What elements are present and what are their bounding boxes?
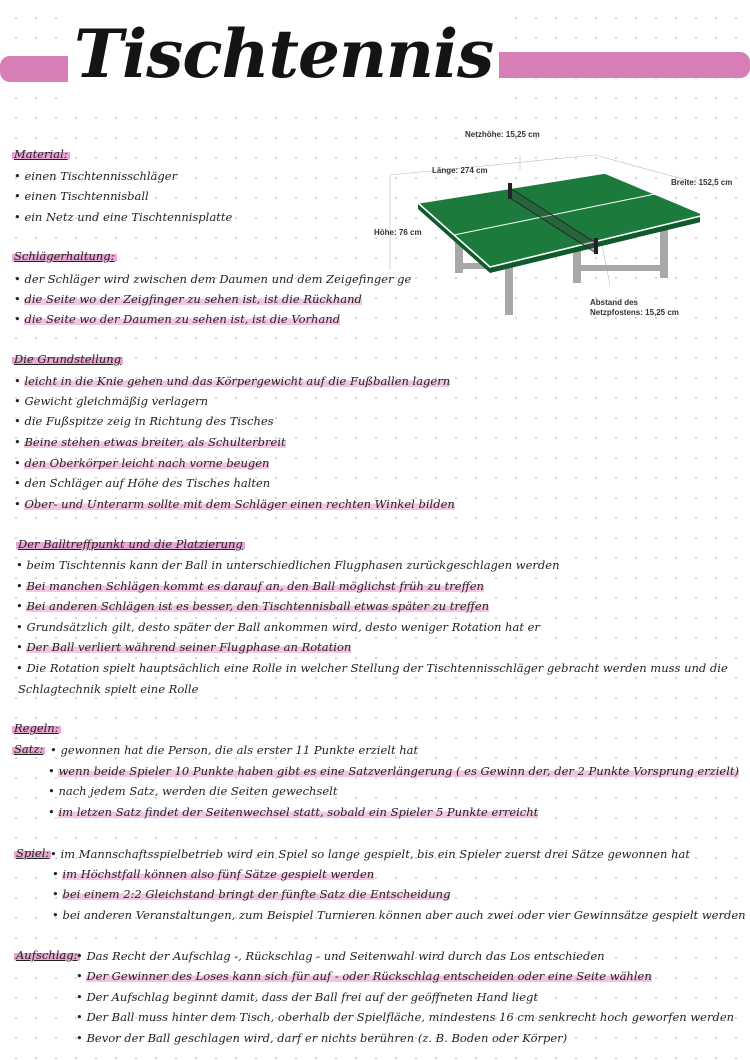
net-height-label: Netzhöhe: 15,25 cm xyxy=(465,130,540,139)
contact-item: • Bei manchen Schlägen kommt es darauf an, den Ball möglichst früh zu treffen xyxy=(16,578,484,594)
satz-item: • gewonnen hat die Person, die als erster 11 Punkte erzielt hat xyxy=(50,742,418,758)
width-label: Breite: 152,5 cm xyxy=(671,178,733,187)
page-title: Tischtennis xyxy=(68,4,499,104)
spiel-item: • bei einem 2:2 Gleichstand bringt der fünfte Satz die Entscheidung xyxy=(52,886,450,902)
contact-item: • Grundsätzlich gilt, desto später der Ball ankommen wird, desto weniger Rotation hat er xyxy=(16,619,540,635)
contact-item: • Der Ball verliert während seiner Flugphase an Rotation xyxy=(16,639,351,655)
material-heading: Material: xyxy=(14,147,68,161)
post-distance-label-2: Netzpfostens: 15,25 cm xyxy=(590,308,679,317)
satz-label: Satz: xyxy=(14,742,44,756)
aufschlag-item: • Das Recht der Aufschlag -, Rückschlag - und Seitenwahl wird durch das Los entschieden xyxy=(76,948,605,964)
stance-heading: Die Grundstellung xyxy=(14,352,122,366)
spiel-item: • bei anderen Veranstaltungen, zum Beispiel Turnieren können aber auch zwei oder vier Gewinnsätze gespielt werden xyxy=(52,907,746,923)
material-item: • einen Tischtennisschläger xyxy=(14,168,177,184)
satz-item: • wenn beide Spieler 10 Punkte haben gibt es eine Satzverlängerung ( es Gewinn der, der 2 Punkte Vorsprung erzielt) xyxy=(48,763,739,779)
post-distance-label-1: Abstand des xyxy=(590,298,639,307)
stance-item: • Ober- und Unterarm sollte mit dem Schläger einen rechten Winkel bilden xyxy=(14,496,455,512)
stance-item: • Gewicht gleichmäßig verlagern xyxy=(14,393,208,409)
contact-item: • Bei anderen Schlägen ist es besser, den Tischtennisball etwas später zu treffen xyxy=(16,598,489,614)
grip-heading: Schlägerhaltung: xyxy=(14,249,115,263)
contact-item: • Die Rotation spielt hauptsächlich eine Rolle in welcher Stellung der Tischtennisschläger gebracht werden muss und die xyxy=(16,660,728,676)
rules-heading: Regeln: xyxy=(14,721,59,735)
material-item: • ein Netz und eine Tischtennisplatte xyxy=(14,209,232,225)
height-label: Höhe: 76 cm xyxy=(374,228,422,237)
stance-item: • Beine stehen etwas breiter, als Schulterbreit xyxy=(14,434,286,450)
contact-heading: Der Balltreffpunkt und die Platzierung xyxy=(18,537,243,551)
contact-continuation: Schlagtechnik spielt eine Rolle xyxy=(18,682,199,696)
ping-pong-table-illustration xyxy=(370,125,700,325)
spiel-item: • im Höchstfall können also fünf Sätze gespielt werden xyxy=(52,866,374,882)
spiel-item: • im Mannschaftsspielbetrieb wird ein Spiel so lange gespielt, bis ein Spieler zuerst drei Sätze gewonnen hat xyxy=(50,846,690,862)
grip-item: • der Schläger wird zwischen dem Daumen und dem Zeigefinger ge xyxy=(14,271,411,287)
spiel-label: Spiel: xyxy=(16,846,50,860)
satz-item: • nach jedem Satz, werden die Seiten gewechselt xyxy=(48,783,337,799)
aufschlag-item: • Bevor der Ball geschlagen wird, darf er nichts berühren (z. B. Boden oder Körper) xyxy=(76,1030,567,1046)
grip-item: • die Seite wo der Daumen zu sehen ist, ist die Vorhand xyxy=(14,311,340,327)
stance-item: • den Schläger auf Höhe des Tisches halten xyxy=(14,475,270,491)
stance-item: • die Fußspitze zeig in Richtung des Tisches xyxy=(14,413,274,429)
satz-item: • im letzen Satz findet der Seitenwechsel statt, sobald ein Spieler 5 Punkte erreicht xyxy=(48,804,538,820)
contact-item: • beim Tischtennis kann der Ball in unterschiedlichen Flugphasen zurückgeschlagen werden xyxy=(16,557,560,573)
material-item: • einen Tischtennisball xyxy=(14,188,149,204)
grip-item: • die Seite wo der Zeigfinger zu sehen ist, ist die Rückhand xyxy=(14,291,362,307)
length-label: Länge: 274 cm xyxy=(432,166,488,175)
aufschlag-item: • Der Aufschlag beginnt damit, dass der Ball frei auf der geöffneten Hand liegt xyxy=(76,989,538,1005)
aufschlag-item: • Der Ball muss hinter dem Tisch, oberhalb der Spielfläche, mindestens 16 cm senkrecht hoch geworfen werden xyxy=(76,1009,734,1025)
stance-item: • leicht in die Knie gehen und das Körpergewicht auf die Fußballen lagern xyxy=(14,373,450,389)
stance-item: • den Oberkörper leicht nach vorne beugen xyxy=(14,455,269,471)
aufschlag-label: Aufschlag: xyxy=(16,948,78,962)
aufschlag-item: • Der Gewinner des Loses kann sich für auf - oder Rückschlag entscheiden oder eine Seite wählen xyxy=(76,968,652,984)
